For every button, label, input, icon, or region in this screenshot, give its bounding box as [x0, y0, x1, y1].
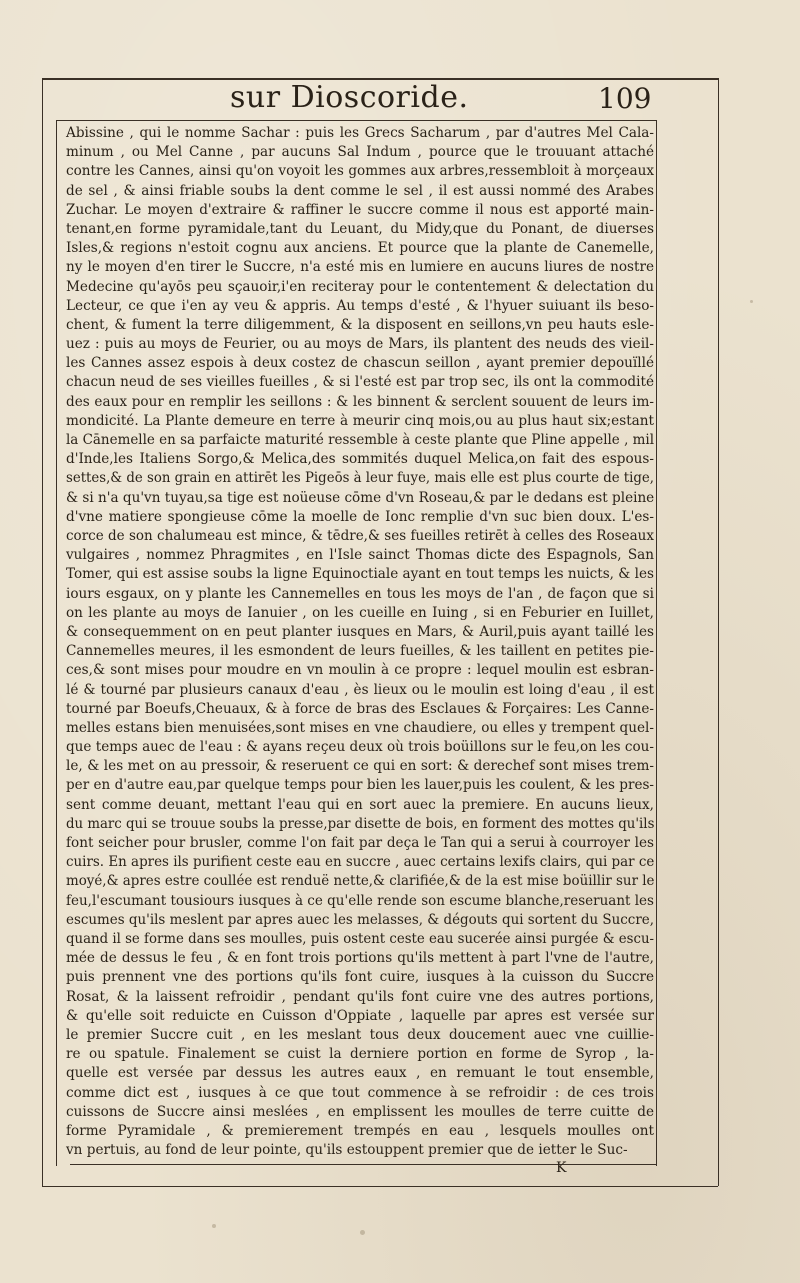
text-line: lé & tourné par plusieurs canaux d'eau , ès lieux ou le moulin est loing d'eau , il est [66, 681, 654, 698]
text-line: Lecteur, ce que i'en ay veu & appris. Au temps d'esté , & l'hyuer suiuant ils beso- [66, 297, 654, 314]
text-line: moyé,& apres estre coullée est renduë nette,& clarifiée,& de la est mise boüillir sur le [66, 873, 655, 890]
text-line: que temps auec de l'eau : & ayans reçeu deux où trois boüillons sur le feu,on les cou- [66, 739, 654, 756]
text-line: on les plante au moys de Ianuier , on les cueille en Iuing , si en Feburier en Iuillet, [66, 604, 654, 621]
text-line: Medecine qu'ayōs peu sçauoir,i'en reciteray pour le contentement & delectation du [66, 278, 654, 295]
paper-spot [750, 300, 753, 303]
text-block-left-rule [56, 120, 57, 1166]
text-line: iours esgaux, on y plante les Cannemelles en tous les moys de l'an , de façon que si [66, 585, 654, 602]
text-line: re ou spatule. Finalement se cuist la derniere portion en forme de Syrop , la- [66, 1046, 654, 1063]
text-line: Abissine , qui le nomme Sachar : puis les Grecs Sacharum , par d'autres Mel Cala- [66, 125, 654, 141]
text-line: puis prennent vne des portions qu'ils font cuire, iusques à la cuisson du Succre [66, 969, 654, 986]
text-line: font seicher pour brusler, comme l'on fait par deça le Tan qui a serui à courroyer les [66, 835, 654, 852]
text-line: de sel , & ainsi friable soubs la dent comme le sel , il est aussi nommé des Arabes [66, 182, 654, 199]
text-line: mondicité. La Plante demeure en terre à meurir cinq mois,ou au plus haut six;estant [66, 412, 654, 429]
text-line: & si n'a qu'vn tuyau,sa tige est noüeuse cōme d'vn Roseau,& par le dedans est pleine [66, 489, 655, 506]
text-line: chacun neud de ses vieilles fueilles , & si l'esté est par trop sec, ils ont la commodité [66, 374, 654, 391]
text-line: vulgaires , nommez Phragmites , en l'Isle sainct Thomas dicte des Espagnols, San [66, 547, 654, 564]
body-text [66, 124, 654, 1160]
text-line: cuirs. En apres ils purifient ceste eau en succre , auec certains lexifs clairs, qui par ce [66, 854, 655, 871]
text-line: escumes qu'ils meslent par apres auec les melasses, & dégouts qui sortent du Succre, [66, 911, 654, 928]
text-line: du marc qui se trouue soubs la presse,par disette de bois, en forment des mottes qu'ils [66, 815, 655, 832]
text-line: mée de dessus le feu , & en font trois portions qu'ils mettent à part l'vne de l'autre, [66, 950, 654, 967]
page-number: 109 [598, 82, 652, 115]
text-line: sent comme deuant, mettant l'eau qui en sort auec la premiere. En aucuns lieux, [66, 796, 654, 813]
text-line: les Cannes assez espois à deux costez de chascun seillon , ayant premier depouïllé [66, 355, 654, 372]
running-header: sur Dioscoride. [230, 80, 469, 115]
text-line: uez : puis au moys de Feurier, ou au moys de Mars, ils plantent des neuds des vieil- [66, 336, 654, 353]
text-line: chent, & fument la terre diligemment, & la disposent en seillons,vn peu hauts esle- [66, 316, 654, 333]
text-block-right-rule [656, 120, 657, 1166]
signature-mark: K [556, 1160, 567, 1176]
paper-spot [360, 1230, 365, 1235]
text-line: la Cānemelle en sa parfaicte maturité ressemble à ceste plante que Pline appelle , mil [66, 432, 655, 448]
text-line: des eaux pour en remplir les seillons : & les binnent & serclent souuent de leurs im- [66, 393, 654, 410]
text-line: per en d'autre eau,par quelque temps pour bien les lauer,puis les coulent, & les pres- [66, 777, 654, 794]
text-line: & consequemment on en peut planter iusques en Mars, & Auril,puis ayant taillé les [66, 623, 654, 640]
text-line: feu,l'escumant tousiours iusques à ce qu'elle rende son escume blanche,reseruant les [66, 892, 654, 909]
text-block-top-rule [56, 120, 656, 121]
text-line: le premier Succre cuit , en les meslant tous deux doucement auec vne cuillie- [66, 1027, 654, 1044]
text-line: corce de son chalumeau est mince, & tēdre,& ses fueilles retirēt à celles des Roseaux [66, 527, 654, 544]
text-line: quand il se forme dans ses moulles, puis ostent ceste eau sucerée ainsi purgée & escu- [66, 931, 655, 948]
text-line: comme dict est , iusques à ce que tout commence à se refroidir : de ces trois [66, 1084, 654, 1101]
text-line: Isles,& regions n'estoit cognu aux anciens. Et pource que la plante de Canemelle, [66, 240, 654, 257]
text-line: contre les Cannes, ainsi qu'on voyoit les gommes aux arbres,ressembloit à morçeaux [66, 163, 654, 180]
text-line: ces,& sont mises pour moudre en vn moulin à ce propre : lequel moulin est esbran- [66, 662, 654, 679]
frame-bottom-rule [42, 1186, 718, 1187]
text-line: Zuchar. Le moyen d'extraire & raffiner le succre comme il nous est apporté main- [66, 201, 654, 218]
text-line: forme Pyramidale , & premierement trempés en eau , lesquels moulles ont [66, 1122, 654, 1139]
text-line: vn pertuis, au fond de leur pointe, qu'ils estouppent premier que de ietter le Suc- [66, 1142, 628, 1159]
text-line: Cannemelles meures, il les esmondent de leurs fueilles, & les taillent en petites pie- [66, 643, 654, 660]
text-line: tenant,en forme pyramidale,tant du Leuant, du Midy,que du Ponant, de diuerses [66, 220, 654, 237]
text-line: Tomer, qui est assise soubs la ligne Equinoctiale ayant en tout temps les nuicts, & les [66, 566, 654, 583]
text-line: cuissons de Succre ainsi meslées , en emplissent les moulles de terre cuitte de [66, 1103, 654, 1120]
text-line: le, & les met on au pressoir, & reseruent ce qui en sort: & derechef sont mises trem- [66, 758, 654, 775]
text-line: settes,& de son grain en attirēt les Pigeōs à leur fuye, mais elle est plus courte de tige, [66, 470, 655, 487]
text-line: quelle est versée par dessus les autres eaux , en remuant le tout ensemble, [66, 1065, 654, 1082]
text-line: tourné par Boeufs,Cheuaux, & à force de bras des Esclaues & Forçaires: Les Canne- [66, 700, 654, 717]
text-line: melles estans bien menuisées,sont mises en vne chaudiere, ou elles y trempent quel- [66, 719, 654, 736]
frame-right-rule [718, 78, 719, 1186]
frame-left-rule [42, 78, 43, 1186]
text-line: & qu'elle soit reduicte en Cuisson d'Oppiate , laquelle par apres est versée sur [66, 1007, 654, 1024]
paper-spot [212, 1224, 216, 1228]
text-line: d'Inde,les Italiens Sorgo,& Melica,des sommités duquel Melica,on fait des espous- [66, 451, 654, 468]
text-line: d'vne matiere spongieuse cōme la moelle de Ionc remplie d'vn suc bien doux. L'es- [66, 508, 654, 525]
text-line: ny le moyen d'en tirer le Succre, n'a esté mis en lumiere en aucuns liures de nostre [66, 259, 654, 276]
text-line: minum , ou Mel Canne , par aucuns Sal Indum , pource que le trouuant attaché [66, 144, 654, 161]
text-line: Rosat, & la laissent refroidir , pendant qu'ils font cuire vne des autres portions, [66, 988, 654, 1005]
text-block-bottom-rule [70, 1164, 656, 1165]
